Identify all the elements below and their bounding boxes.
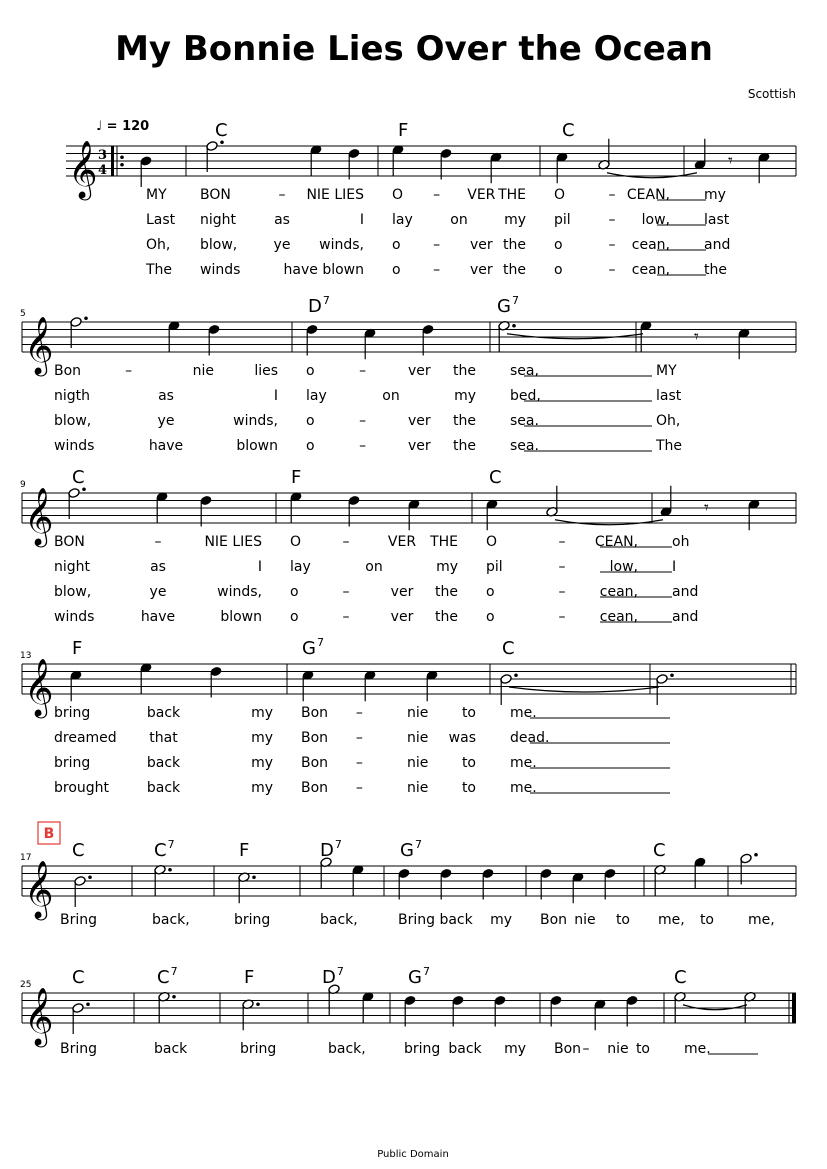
chord-symbol: C [562, 120, 575, 141]
lyric-syllable: ye [273, 237, 291, 253]
lyric-syllable: last [704, 212, 730, 228]
lyric-hyphen: – [558, 534, 566, 550]
chord-symbol: F [291, 467, 302, 488]
lyric-syllable: CEAN, [626, 187, 670, 203]
augmentation-dot [84, 316, 88, 320]
lyric-syllable: o [392, 262, 401, 278]
lyric-syllable: winds, [217, 584, 262, 600]
repeat-thick-bar [111, 146, 114, 176]
lyric-syllable: O [290, 534, 302, 550]
lyric-syllable: o [306, 413, 315, 429]
final-bar-thick [792, 993, 796, 1023]
lyric-syllable: The [146, 262, 173, 278]
chord-symbol: D [322, 967, 336, 988]
lyric-hyphen: – [154, 534, 162, 550]
chord-symbol: F [244, 967, 255, 988]
lyric-syllable: me. [684, 1041, 711, 1057]
lyric-syllable: blow, [200, 237, 238, 253]
lyric-hyphen: – [342, 609, 350, 625]
lyric-syllable: to [461, 705, 476, 721]
lyric-syllable: lay [392, 212, 413, 228]
lyric-syllable: the [453, 438, 476, 454]
lyric-syllable: the [435, 584, 458, 600]
lyric-syllable: cean, [599, 584, 638, 600]
treble-clef-icon: 𝄞 [24, 658, 54, 716]
lyric-syllable: Oh, [146, 237, 171, 253]
lyric-syllable: CEAN, [594, 534, 638, 550]
lyric-hyphen: – [359, 413, 367, 429]
chord-symbol-extension: 7 [167, 838, 175, 851]
measure-number: 25 [20, 980, 32, 990]
lyric-syllable: to [635, 1041, 650, 1057]
chord-symbol-extension: 7 [422, 965, 430, 978]
lyric-syllable: o [486, 609, 495, 625]
lyric-syllable: ver [408, 413, 431, 429]
composer-credit: Scottish [747, 87, 796, 101]
lyric-syllable: Bon [301, 705, 329, 721]
lyric-hyphen: – [582, 1041, 590, 1057]
treble-clef-icon: 𝄞 [24, 860, 54, 918]
chord-symbol: G [497, 296, 511, 317]
lyric-syllable: winds [200, 262, 241, 278]
lyric-syllable: bring [240, 1041, 277, 1057]
music-system [20, 294, 796, 454]
lyric-syllable: winds, [319, 237, 364, 253]
lyric-syllable: The [656, 438, 683, 454]
chord-symbol-extension: 7 [511, 294, 519, 307]
tie [555, 520, 663, 525]
music-system [20, 636, 796, 796]
lyric-syllable: on [382, 388, 400, 404]
lyric-syllable: bed, [510, 388, 541, 404]
lyric-syllable: ver [408, 363, 431, 379]
lyric-hyphen: – [359, 438, 367, 454]
lyric-syllable: Bring [60, 1041, 98, 1057]
treble-clef-icon: 𝄞 [68, 140, 98, 198]
eighth-rest: 𝄾 [704, 497, 709, 519]
time-signature-top: 3 [98, 148, 108, 163]
lyric-syllable: the [435, 609, 458, 625]
lyric-syllable: to [615, 912, 630, 928]
lyric-syllable: bring [54, 755, 91, 771]
rehearsal-mark: B [43, 826, 55, 842]
lyric-syllable: I [273, 388, 278, 404]
lyric-syllable: the [453, 413, 476, 429]
lyric-syllable: o [392, 237, 401, 253]
lyric-hyphen: – [355, 730, 363, 746]
lyric-hyphen: – [608, 212, 616, 228]
music-system [20, 822, 796, 928]
lyric-syllable: low, [609, 559, 638, 575]
chord-symbol: C [674, 967, 687, 988]
lyric-syllable: ver [470, 237, 493, 253]
lyric-syllable: my [251, 730, 273, 746]
chord-symbol-extension: 7 [414, 838, 422, 851]
lyric-syllable: Bon [554, 1041, 582, 1057]
lyric-syllable: nie [406, 755, 429, 771]
lyric-syllable: dreamed [54, 730, 117, 746]
lyric-syllable: MY [146, 187, 167, 203]
augmentation-dot [512, 324, 516, 328]
lyric-syllable: lies [254, 363, 278, 379]
lyric-syllable: NIE LIES [306, 187, 364, 203]
lyric-syllable: o [554, 262, 563, 278]
lyric-syllable: brought [54, 780, 110, 796]
lyric-syllable: Bring [60, 912, 98, 928]
lyric-syllable: nie [192, 363, 215, 379]
treble-clef-icon: 𝄞 [24, 316, 54, 374]
lyric-syllable: me, [748, 912, 775, 928]
lyric-syllable: bring [234, 912, 271, 928]
chord-symbol: G [302, 638, 316, 659]
lyric-syllable: to [461, 755, 476, 771]
lyric-syllable: back, [328, 1041, 366, 1057]
lyric-syllable: last [656, 388, 682, 404]
tie [507, 334, 643, 339]
chord-symbol: C [72, 967, 85, 988]
lyric-syllable: my [504, 1041, 526, 1057]
lyric-syllable: low, [641, 212, 670, 228]
footer-copyright: Public Domain [377, 1149, 449, 1160]
lyric-syllable: cean, [631, 237, 670, 253]
lyric-hyphen: – [608, 237, 616, 253]
lyric-syllable: ye [157, 413, 175, 429]
lyric-syllable: dead. [510, 730, 550, 746]
chord-symbol: C [489, 467, 502, 488]
lyric-hyphen: – [433, 237, 441, 253]
music-system [20, 467, 796, 625]
lyric-hyphen: – [359, 363, 367, 379]
augmentation-dot [86, 1002, 90, 1006]
augmentation-dot [172, 995, 176, 999]
lyric-hyphen: – [125, 363, 133, 379]
lyric-syllable: back, [320, 912, 358, 928]
chord-symbol: C [653, 840, 666, 861]
lyric-syllable: my [490, 912, 512, 928]
lyric-hyphen: – [355, 705, 363, 721]
chord-symbol: D [320, 840, 334, 861]
lyric-syllable: me. [510, 780, 537, 796]
lyric-syllable: Last [146, 212, 176, 228]
augmentation-dot [514, 673, 518, 677]
augmentation-dot [252, 875, 256, 879]
chord-symbol-extension: 7 [334, 838, 342, 851]
lyric-syllable: o [306, 438, 315, 454]
lyric-syllable: ver [390, 584, 414, 600]
lyric-syllable: me. [510, 755, 537, 771]
repeat-dot [120, 163, 124, 167]
lyric-hyphen: – [558, 584, 566, 600]
lyric-syllable: back [154, 1041, 188, 1057]
lyric-syllable: the [704, 262, 727, 278]
augmentation-dot [88, 875, 92, 879]
lyric-syllable: ver [408, 438, 431, 454]
lyric-hyphen: – [355, 755, 363, 771]
lyric-syllable: nie [607, 1041, 629, 1057]
lyric-syllable: BON [200, 187, 231, 203]
lyric-syllable: have blown [283, 262, 364, 278]
lyric-syllable: VER [467, 187, 496, 203]
lyric-hyphen: – [433, 187, 441, 203]
lyric-syllable: the [453, 363, 476, 379]
chord-symbol: D [308, 296, 322, 317]
lyric-hyphen: – [558, 609, 566, 625]
augmentation-dot [256, 1002, 260, 1006]
lyric-syllable: that [149, 730, 178, 746]
lyric-syllable: pil [554, 212, 571, 228]
lyric-syllable: back [146, 705, 181, 721]
lyric-syllable: my [251, 705, 273, 721]
lyric-syllable: my [436, 559, 458, 575]
lyric-hyphen: – [608, 262, 616, 278]
lyric-hyphen: – [342, 534, 350, 550]
chord-symbol: F [398, 120, 409, 141]
lyric-syllable: O [486, 534, 498, 550]
chord-symbol-extension: 7 [316, 636, 324, 649]
lyric-syllable: back, [152, 912, 190, 928]
lyric-syllable: cean, [599, 609, 638, 625]
lyric-syllable: winds [54, 609, 95, 625]
lyric-syllable: back [146, 755, 181, 771]
lyric-syllable: o [290, 584, 299, 600]
chord-symbol-extension: 7 [170, 965, 178, 978]
lyric-syllable: NIE LIES [204, 534, 262, 550]
lyric-syllable: THE [498, 187, 526, 203]
lyric-syllable: night [54, 559, 91, 575]
chord-symbol: C [215, 120, 228, 141]
chord-symbol: G [408, 967, 422, 988]
lyric-syllable: blow, [54, 584, 92, 600]
lyric-syllable: bring [404, 1041, 441, 1057]
lyric-syllable: my [704, 187, 726, 203]
lyric-syllable: as [274, 212, 290, 228]
chord-symbol: C [72, 840, 85, 861]
lyric-syllable: my [454, 388, 476, 404]
measure-number: 9 [20, 480, 26, 490]
lyric-syllable: I [672, 559, 677, 575]
lyric-syllable: as [150, 559, 166, 575]
tempo-marking: ♩ = 120 [96, 119, 150, 134]
lyric-syllable: sea, [510, 363, 539, 379]
lyric-syllable: my [251, 780, 273, 796]
lyric-syllable: O [392, 187, 404, 203]
chord-symbol-extension: 7 [322, 294, 330, 307]
lyric-syllable: o [554, 237, 563, 253]
augmentation-dot [754, 853, 758, 857]
lyric-syllable: nigth [54, 388, 91, 404]
lyric-syllable: BON [54, 534, 85, 550]
lyric-syllable: and [672, 584, 699, 600]
lyric-syllable: on [450, 212, 468, 228]
lyric-syllable: my [504, 212, 526, 228]
lyric-syllable: me, [658, 912, 685, 928]
repeat-dot [120, 155, 124, 159]
lyric-syllable: have [148, 438, 184, 454]
lyric-hyphen: – [355, 780, 363, 796]
lyric-syllable: to [461, 780, 476, 796]
lyric-hyphen: – [433, 262, 441, 278]
music-system [20, 965, 796, 1057]
lyric-hyphen: – [608, 187, 616, 203]
chord-symbol: C [157, 967, 170, 988]
lyric-syllable: winds [54, 438, 95, 454]
lyric-syllable: was [448, 730, 476, 746]
lyric-syllable: night [200, 212, 237, 228]
lyric-syllable: blow, [54, 413, 92, 429]
lyric-syllable: THE [430, 534, 458, 550]
lyric-hyphen: – [558, 559, 566, 575]
music-system [66, 120, 796, 278]
tie [683, 1005, 747, 1010]
lyric-syllable: my [251, 755, 273, 771]
lyric-syllable: Bon [301, 730, 329, 746]
lyric-syllable: to [699, 912, 714, 928]
augmentation-dot [168, 868, 172, 872]
augmentation-dot [670, 673, 674, 677]
lyric-syllable: O [554, 187, 566, 203]
lyric-syllable: blown [236, 438, 278, 454]
lyric-syllable: VER [387, 534, 417, 550]
measure-number: 13 [20, 651, 32, 661]
lyric-syllable: ver [470, 262, 493, 278]
chord-symbol: G [400, 840, 414, 861]
lyric-syllable: Bon [540, 912, 568, 928]
treble-clef-icon: 𝄞 [24, 487, 54, 545]
lyric-syllable: lay [306, 388, 327, 404]
chord-symbol: F [239, 840, 250, 861]
lyric-syllable: sea. [510, 413, 539, 429]
lyric-syllable: and [672, 609, 699, 625]
measure-number: 5 [20, 309, 26, 319]
lyric-syllable: back [448, 1041, 482, 1057]
lyric-syllable: o [486, 584, 495, 600]
lyric-syllable: and [704, 237, 731, 253]
tie [509, 687, 659, 692]
lyric-syllable: nie [406, 730, 429, 746]
lyric-syllable: o [306, 363, 315, 379]
lyric-syllable: bring [54, 705, 91, 721]
lyric-syllable: nie [406, 705, 429, 721]
chord-symbol: F [72, 638, 83, 659]
lyric-syllable: o [290, 609, 299, 625]
lyric-syllable: Bring back [398, 912, 473, 928]
lyric-syllable: pil [486, 559, 503, 575]
time-signature-bottom: 4 [98, 163, 108, 178]
lyric-syllable: ye [149, 584, 167, 600]
lyric-syllable: the [503, 237, 526, 253]
treble-clef-icon: 𝄞 [24, 987, 54, 1045]
lyric-syllable: Bon [301, 755, 329, 771]
chord-symbol-extension: 7 [336, 965, 344, 978]
lyric-hyphen: – [278, 187, 286, 203]
chord-symbol: C [72, 467, 85, 488]
lyric-syllable: I [257, 559, 262, 575]
lyric-syllable: MY [656, 363, 677, 379]
eighth-rest: 𝄾 [694, 326, 699, 348]
measure-number: 17 [20, 853, 32, 863]
lyric-syllable: ver [390, 609, 414, 625]
lyric-syllable: Bon [54, 363, 82, 379]
lyric-syllable: as [158, 388, 174, 404]
lyric-syllable: sea. [510, 438, 539, 454]
chord-symbol: C [502, 638, 515, 659]
lyric-syllable: nie [574, 912, 596, 928]
lyric-syllable: me. [510, 705, 537, 721]
lyric-syllable: I [359, 212, 364, 228]
lyric-syllable: cean, [631, 262, 670, 278]
chord-symbol: C [154, 840, 167, 861]
lyric-syllable: the [503, 262, 526, 278]
page-title: My Bonnie Lies Over the Ocean [115, 29, 713, 69]
lyric-syllable: back [146, 780, 181, 796]
lyric-syllable: blown [220, 609, 262, 625]
lyric-syllable: on [365, 559, 383, 575]
lyric-syllable: have [140, 609, 176, 625]
eighth-rest: 𝄾 [728, 150, 733, 172]
music-systems [20, 120, 796, 1057]
lyric-syllable: Bon [301, 780, 329, 796]
lyric-syllable: oh [672, 534, 690, 550]
lyric-syllable: lay [290, 559, 311, 575]
lyric-syllable: nie [406, 780, 429, 796]
lyric-hyphen: – [342, 584, 350, 600]
lyric-syllable: Oh, [656, 413, 681, 429]
lyric-syllable: winds, [233, 413, 278, 429]
